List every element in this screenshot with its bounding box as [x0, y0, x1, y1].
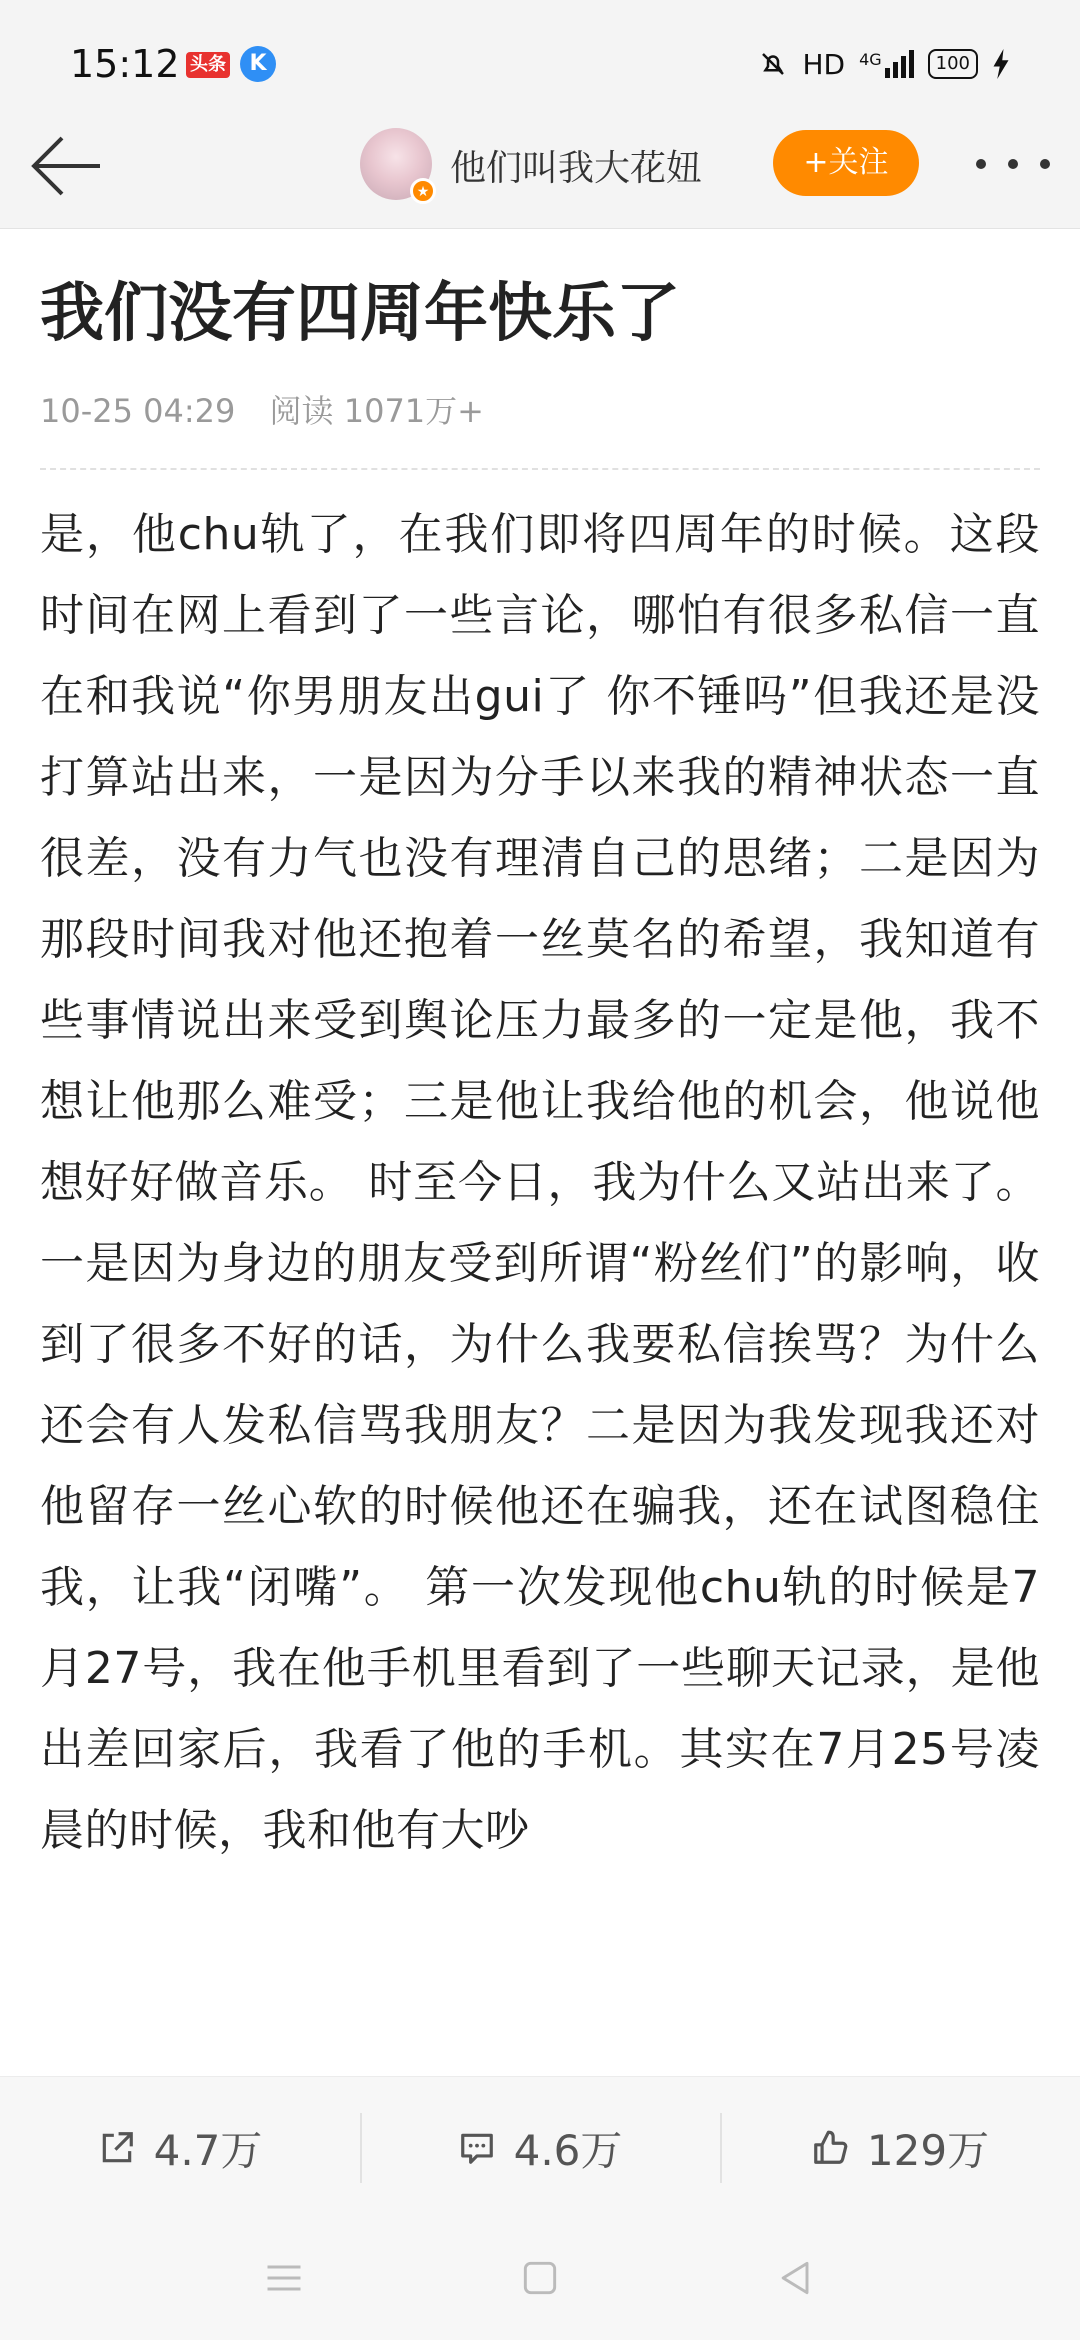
charging-bolt-icon [992, 49, 1010, 79]
more-options-icon[interactable] [976, 150, 1050, 178]
comment-icon [458, 2129, 496, 2167]
system-nav-bar [0, 2218, 1080, 2340]
signal-icon [859, 50, 914, 78]
share-button[interactable] [0, 2077, 360, 2219]
home-icon[interactable] [518, 2256, 562, 2300]
share-icon [98, 2129, 136, 2167]
read-count: 阅读 1071万+ [269, 392, 484, 430]
article-meta [40, 386, 1040, 432]
like-count: 129万 [866, 2126, 990, 2175]
follow-button[interactable]: +关注 [773, 130, 919, 196]
comment-button[interactable] [360, 2077, 720, 2219]
thumbs-up-icon [811, 2129, 849, 2167]
status-indicators [758, 44, 1010, 84]
network-type-label: 4G [859, 50, 882, 69]
status-time: 15:12 [70, 42, 180, 86]
action-bar [0, 2076, 1080, 2219]
like-button[interactable] [720, 2077, 1080, 2219]
back-arrow-icon[interactable] [28, 128, 104, 204]
article-content [40, 228, 1040, 2078]
share-count: 4.7万 [153, 2126, 263, 2175]
toutiao-badge-icon: 头条 [186, 52, 230, 78]
back-triangle-icon[interactable] [774, 2256, 818, 2300]
mute-bell-icon [758, 49, 788, 79]
hd-indicator: HD [802, 47, 846, 81]
verified-badge-icon: ★ [410, 178, 436, 204]
article-title: 我们没有四周年快乐了 [40, 277, 680, 351]
article-body: 是，他chu轨了，在我们即将四周年的时候。这段时间在网上看到了一些言论，哪怕有很多私信一直在和我说“你男朋友出gui了 你不锤吗”但我还是没打算站出来，一是因为分手以来我的精神状态一直很差，没有力气也没有理清自己的思绪；二是因为那段时间我对他还抱着一丝莫名的希望，我知道有些事情说出来受到舆论压力最多的一定是他，我不想让他那么难受；三是他让我给他的机会，他说他想好好做音乐。 时至今日，我为什么又站出来了。一是因为身边的朋友受到所谓“粉丝们”的影响，收到了很多不好的话，为什么我要私信挨骂？为什么还会有人发私信骂我朋友？二是因为我发现我还对他留存一丝心软的时候他还在骗我，还在试图稳住我，让我“闭嘴”。 第一次发现他chu轨的时候是7月27号，我在他手机里看到了一些聊天记录，是他出差回家后，我看了他的手机。其实在7月25号凌晨的时候，我和他有大吵 [40, 509, 1040, 1856]
k-app-icon: K [240, 46, 276, 82]
comment-count: 4.6万 [513, 2126, 623, 2175]
author-name[interactable]: 他们叫我大花妞 [450, 148, 703, 189]
author-avatar[interactable] [360, 128, 432, 200]
menu-icon[interactable] [262, 2256, 306, 2300]
divider [40, 468, 1040, 470]
top-nav-bar [0, 100, 1080, 229]
battery-icon: 100 [928, 49, 978, 79]
publish-date: 10-25 04:29 [40, 392, 236, 430]
